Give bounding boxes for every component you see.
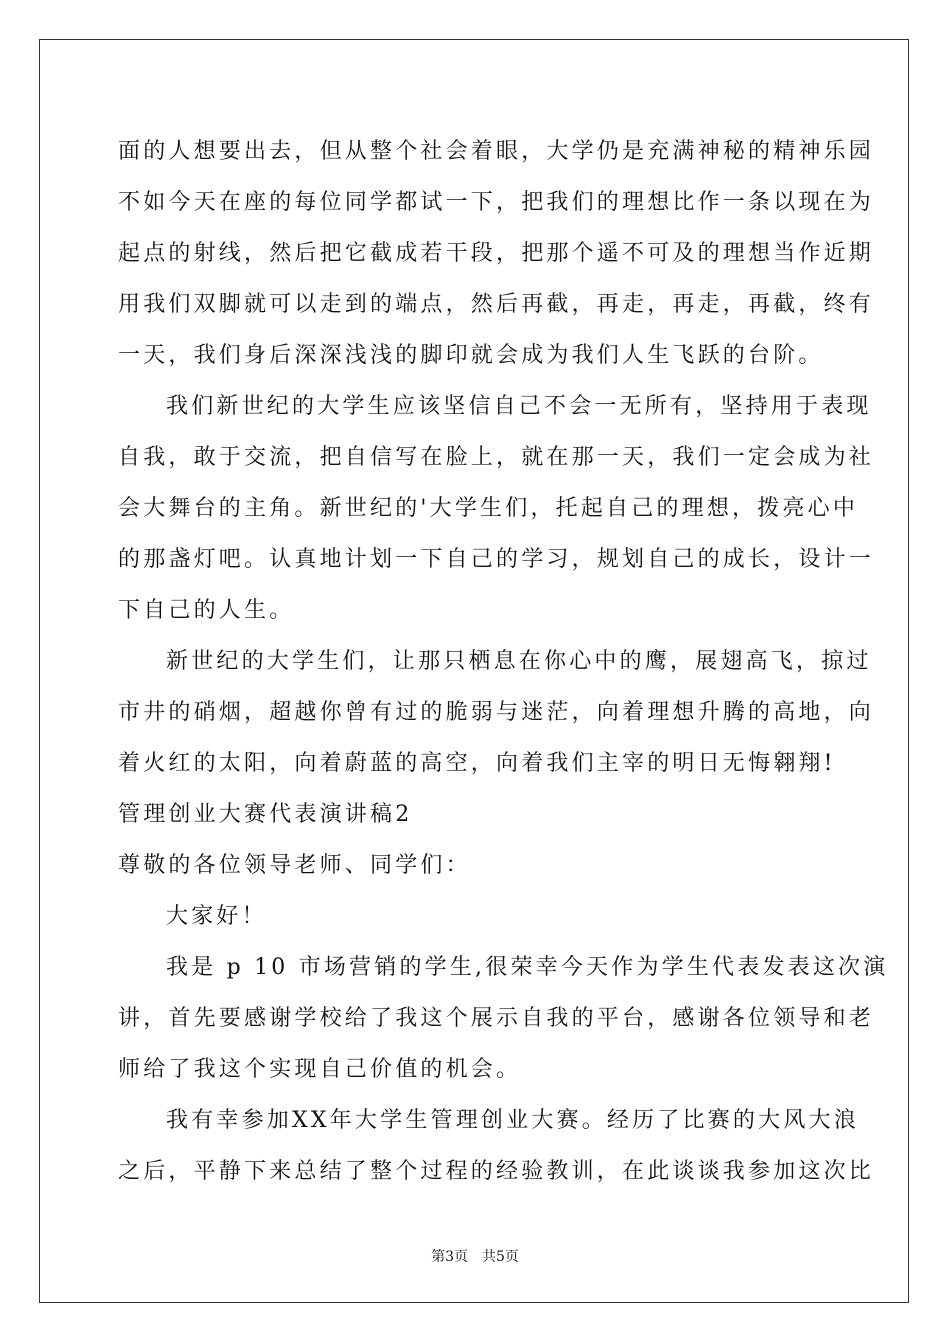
section-heading: 管理创业大赛代表演讲稿2 (118, 802, 413, 827)
text-line: 面的人想要出去，但从整个社会着眼，大学仍是充满神秘的精神乐园 (118, 139, 875, 164)
salutation: 尊敬的各位领导老师、同学们： (118, 853, 471, 878)
page-number: 第3页 共5页 (431, 1249, 519, 1265)
text-line: 讲，首先要感谢学校给了我这个展示自我的平台，感谢各位领导和老 (118, 1006, 875, 1031)
text-line: 用我们双脚就可以走到的端点，然后再截，再走，再走，再截，终有 (118, 292, 875, 317)
paragraph-start-line: 我们新世纪的大学生应该坚信自己不会一无所有，坚持用于表现 (166, 394, 872, 419)
text-line: 之后，平静下来总结了整个过程的经验教训，在此谈谈我参加这次比 (118, 1159, 875, 1184)
text-line: 下自己的人生。 (118, 598, 295, 623)
text-line: 起点的射线，然后把它截成若干段，把那个遥不可及的理想当作近期 (118, 241, 875, 266)
text-line: 着火红的太阳，向着蔚蓝的高空，向着我们主宰的明日无悔翱翔! (118, 751, 836, 776)
paragraph-start-line: 我有幸参加XX年大学生管理创业大赛。经历了比赛的大风大浪 (166, 1108, 859, 1133)
paragraph-start-line: 新世纪的大学生们，让那只栖息在你心中的鹰，展翅高飞，掠过 (166, 649, 872, 674)
greeting: 大家好！ (166, 904, 267, 929)
text-line: 一天，我们身后深深浅浅的脚印就会成为我们人生飞跃的台阶。 (118, 343, 824, 368)
document-body (118, 126, 889, 1197)
text-line: 不如今天在座的每位同学都试一下，把我们的理想比作一条以现在为 (118, 190, 875, 215)
text-line: 自我，敢于交流，把自信写在脸上，就在那一天，我们一定会成为社 (118, 445, 875, 470)
text-line: 会大舞台的主角。新世纪的'大学生们，托起自己的理想，拨亮心中 (118, 496, 859, 521)
text-line: 师给了我这个实现自己价值的机会。 (118, 1057, 522, 1082)
text-line: 市井的硝烟，超越你曾有过的脆弱与迷茫，向着理想升腾的高地，向 (118, 700, 875, 725)
paragraph-start-line: 我是 p 10 市场营销的学生,很荣幸今天作为学生代表发表这次演 (166, 955, 889, 980)
text-line: 的那盏灯吧。认真地计划一下自己的学习，规划自己的成长，设计一 (118, 547, 875, 572)
